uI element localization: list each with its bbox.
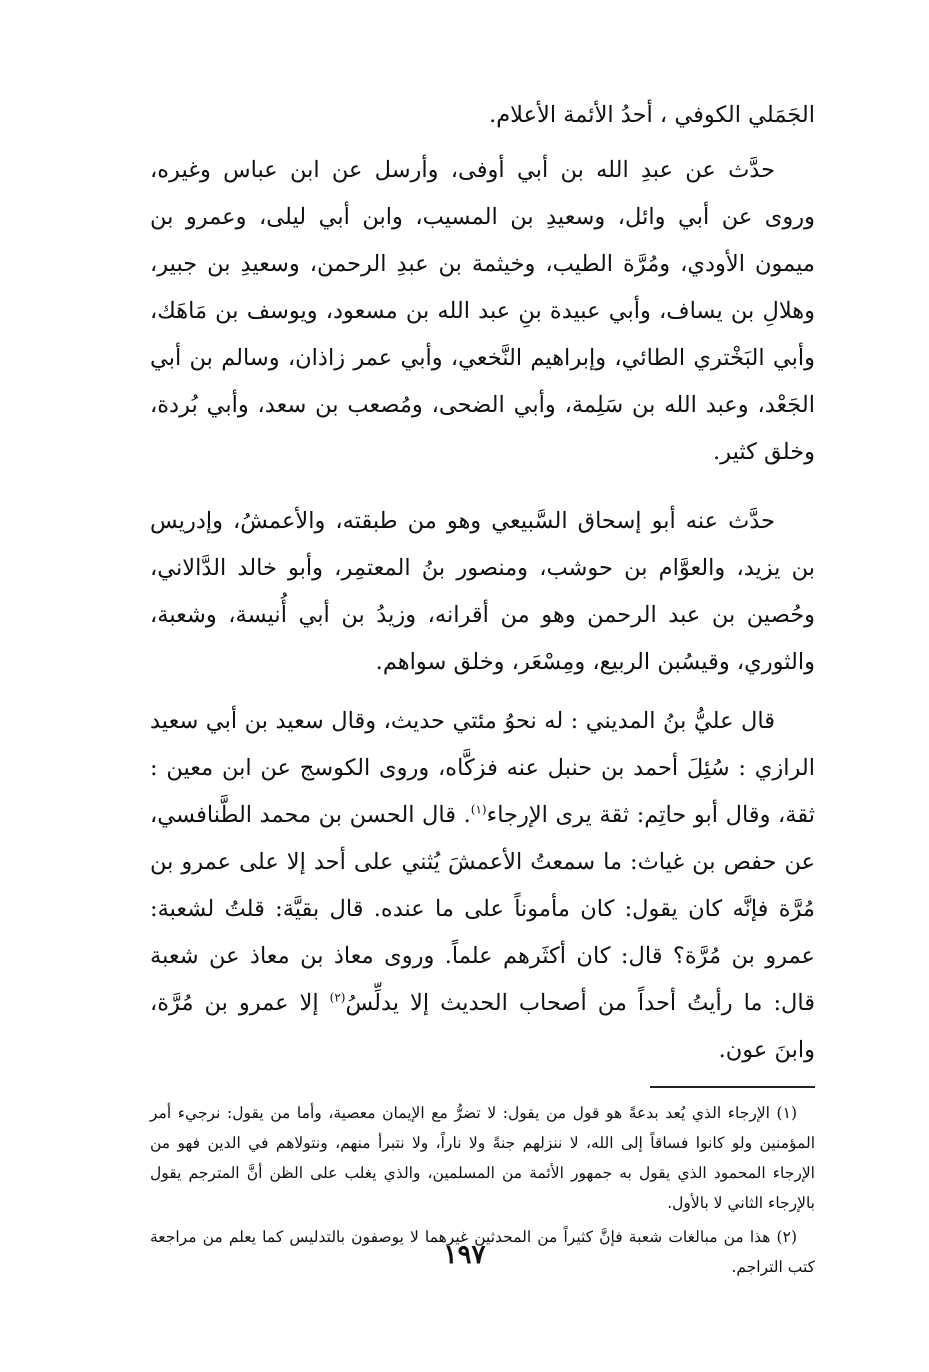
page-number: ١٩٧ bbox=[443, 1240, 486, 1270]
evaluations-text-part2: . قال الحسن بن محمد الطَّنافسي، عن حفص بن غياث: ما سمعتُ الأعمشَ يُثني على أحد إلا على عمرو بن مُرَّة فإنَّه كان يقول: كان مأموناً على ما عنده. قال بقيَّة: قلتُ لشعبة: عمرو بن مُرَّة؟ قال: كان أكثَرهم علماً. وروى معاذ بن معاذ عن شعبة قال: ما رأيتُ أحداً من أصحاب الحديث إلا يدلِّسُ bbox=[150, 802, 816, 1016]
footnote-marker-1[interactable]: (١) bbox=[470, 802, 487, 817]
page-heading: الجَمَلي الكوفي ، أحدُ الأئمة الأعلام. bbox=[489, 102, 815, 128]
paragraph-evaluations bbox=[150, 698, 815, 1074]
evaluations-text-part1: قال عليُّ بنُ المديني : له نحوُ مئتي حديث، وقال سعيد بن أبي سعيد الرازي : سُئِلَ أحمد بن حنبل عنه فزكَّاه، وروى الكوسج عن ابن معين : ثقة، وقال أبو حاتِم: ثقة يرى الإرجاء bbox=[150, 708, 815, 828]
footnote-2: (٢) هذا من مبالغات شعبة فإنَّ كثيراً من المحدثين غيرهما لا يوصفون بالتدليس كما يعلم من مراجعة كتب التراجم. bbox=[150, 1228, 815, 1276]
footnote-separator bbox=[650, 1086, 815, 1088]
evaluations-text-part3: إلا عمرو بن مُرَّة، وابنَ عون. bbox=[150, 990, 815, 1063]
footnote-marker-2[interactable]: (٢) bbox=[329, 990, 346, 1005]
main-text bbox=[150, 92, 815, 1074]
footnote-1: (١) الإرجاء الذي يُعد بدعةً هو قول من يقول: لا تضرُّ مع الإيمان معصية، وأما من يقول: نرجيء أمر المؤمنين ولو كانوا فساقاً إلى الله، لا ننزلهم جنةً ولا ناراً، ولا نتبرأ منهم، ونتولاهم في الدين فهو من الإرجاء المحمود الذي يقول به جمهور الأئمة من المسلمين، والذي يغلب على الظن أنَّ المترجم يقول بالإرجاء الثاني لا بالأول. bbox=[150, 1104, 815, 1212]
book-page bbox=[150, 92, 815, 1292]
paragraph-narrated-by: حدَّث عنه أبو إسحاق السَّبيعي وهو من طبقته، والأعمشُ، وإدريس بن يزيد، والعوَّام بن حوشب، ومنصور بنُ المعتمِر، وأبو خالد الدَّالاني، وحُصين بن عبد الرحمن وهو من أقرانه، وزيدُ بن أبي أُنيسة، وشعبة، والثوري، وقيسُبن الربيع، ومِسْعَر، وخلق سواهم. bbox=[150, 508, 815, 675]
paragraph-narrated-from: حدَّث عن عبدِ الله بن أبي أوفى، وأرسل عن ابن عباس وغيره، وروى عن أبي وائل، وسعيدِ بن المسيب، وابن أبي ليلى، وعمرو بن ميمون الأودي، ومُرَّة الطيب، وخيثمة بن عبدِ الرحمن، وسعيدِ بن جبير، وهلالِ بن يساف، وأبي عبيدة بنِ عبد الله بن مسعود، ويوسف بن مَاهَك، وأبي البَخْتري الطائي، وإبراهيم النَّخعي، وأبي عمر زاذان، وسالم بن أبي الجَعْد، وعبد الله بن سَلِمة، وأبي الضحى، ومُصعب بن سعد، وأبي بُردة، وخلق كثير. bbox=[150, 157, 815, 465]
